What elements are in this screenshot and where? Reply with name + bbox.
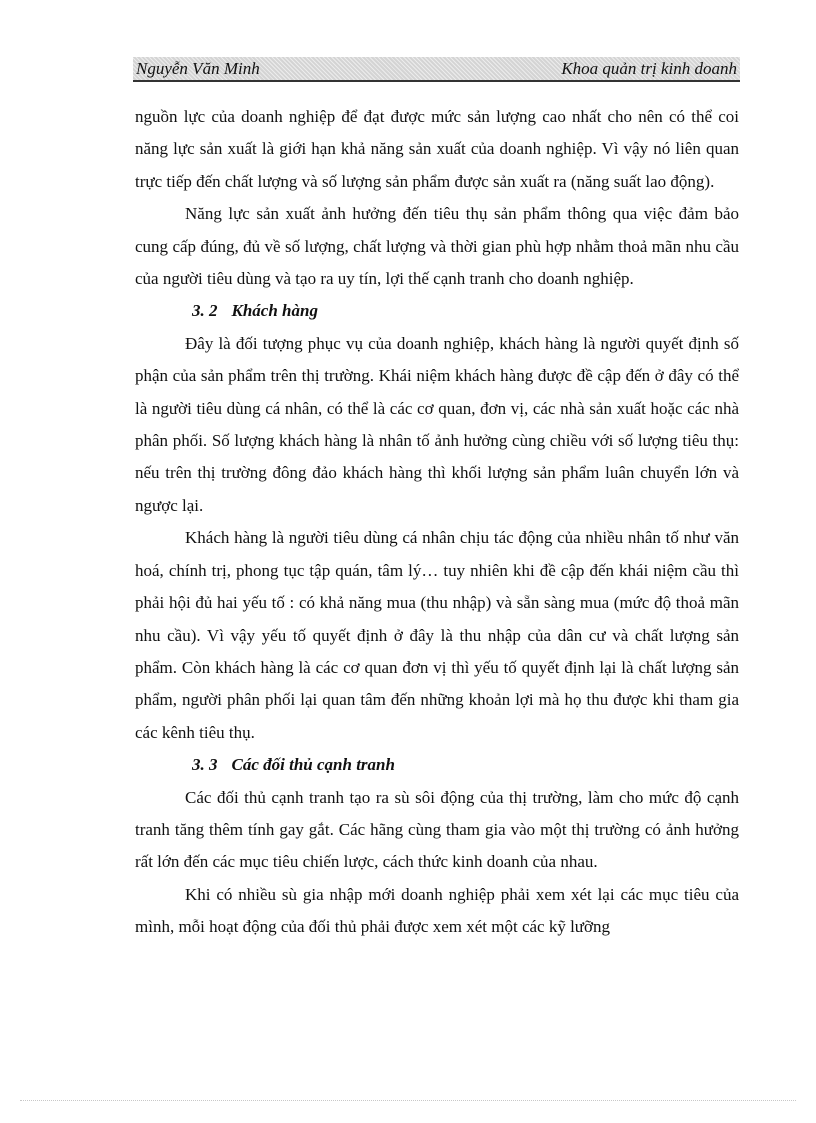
- document-body: [135, 101, 739, 944]
- page-header: [133, 57, 740, 82]
- paragraph: Khi có nhiều sù gia nhập mới doanh nghiệp phải xem xét lại các mục tiêu của mình, mỗi hoạt động của đối thủ phải được xem xét một các kỹ lưỡng: [135, 884, 739, 937]
- header-faculty: Khoa quản trị kinh doanh: [561, 58, 737, 78]
- section-heading: [135, 295, 739, 327]
- paragraph: Khách hàng là người tiêu dùng cá nhân chịu tác động của nhiều nhân tố như văn hoá, chính trị, phong tục tập quán, tâm lý… tuy nhiên khi đề cập đến khái niệm cầu thì phải hội đủ hai yếu tố : có khả năng mua (thu nhập) và sẵn sàng mua (mức độ thoả mãn nhu cầu). Vì vậy yếu tố quyết định ở đây là thu nhập của dân cư và chất lượng sản phẩm. Còn khách hàng là các cơ quan đơn vị thì yếu tố quyết định lại là chất lượng sản phẩm, người phân phối lại quan tâm đến những khoản lợi mà họ thu được khi tham gia các kênh tiêu thụ.: [135, 528, 739, 742]
- paragraph: Đây là đối tượng phục vụ của doanh nghiệp, khách hàng là người quyết định số phận của sản phẩm trên thị trường. Khái niệm khách hàng được đề cập đến ở đây có thể là người tiêu dùng cá nhân, có thể là các cơ quan, đơn vị, các nhà sản xuất hoặc các nhà phân phối. Số lượng khách hàng là nhân tố ảnh hưởng cùng chiều với số lượng tiêu thụ: nếu trên thị trường đông đảo khách hàng thì khối lượng sản phẩm luân chuyển lớn và ngược lại.: [135, 333, 739, 515]
- section-title: Khách hàng: [231, 301, 318, 321]
- paragraph: nguồn lực của doanh nghiệp để đạt được mức sản lượng cao nhất cho nên có thể coi năng lực sản xuất là giới hạn khả năng sản xuất của doanh nghiệp. Vì vậy nó liên quan trực tiếp đến chất lượng và số lượng sản phẩm được sản xuất ra (năng suất lao động).: [135, 107, 739, 191]
- section-number: 3. 2: [192, 301, 218, 321]
- section-heading: [135, 749, 739, 781]
- paragraph: Các đối thủ cạnh tranh tạo ra sù sôi động của thị trường, làm cho mức độ cạnh tranh tăng thêm tính gay gắt. Các hãng cùng tham gia vào một thị trường có ảnh hưởng rất lớn đến các mục tiêu chiến lược, cách thức kinh doanh của nhau.: [135, 787, 739, 872]
- page-bottom-divider: [20, 1100, 796, 1101]
- section-title: Các đối thủ cạnh tranh: [231, 755, 395, 775]
- paragraph: Năng lực sản xuất ảnh hưởng đến tiêu thụ sản phẩm thông qua việc đảm bảo cung cấp đúng, đủ về số lượng, chất lượng và thời gian phù hợp nhằm thoả mãn nhu cầu của người tiêu dùng và tạo ra uy tín, lợi thế cạnh tranh cho doanh nghiệp.: [135, 204, 739, 289]
- header-author: Nguyễn Văn Minh: [136, 58, 260, 78]
- section-number: 3. 3: [192, 755, 218, 775]
